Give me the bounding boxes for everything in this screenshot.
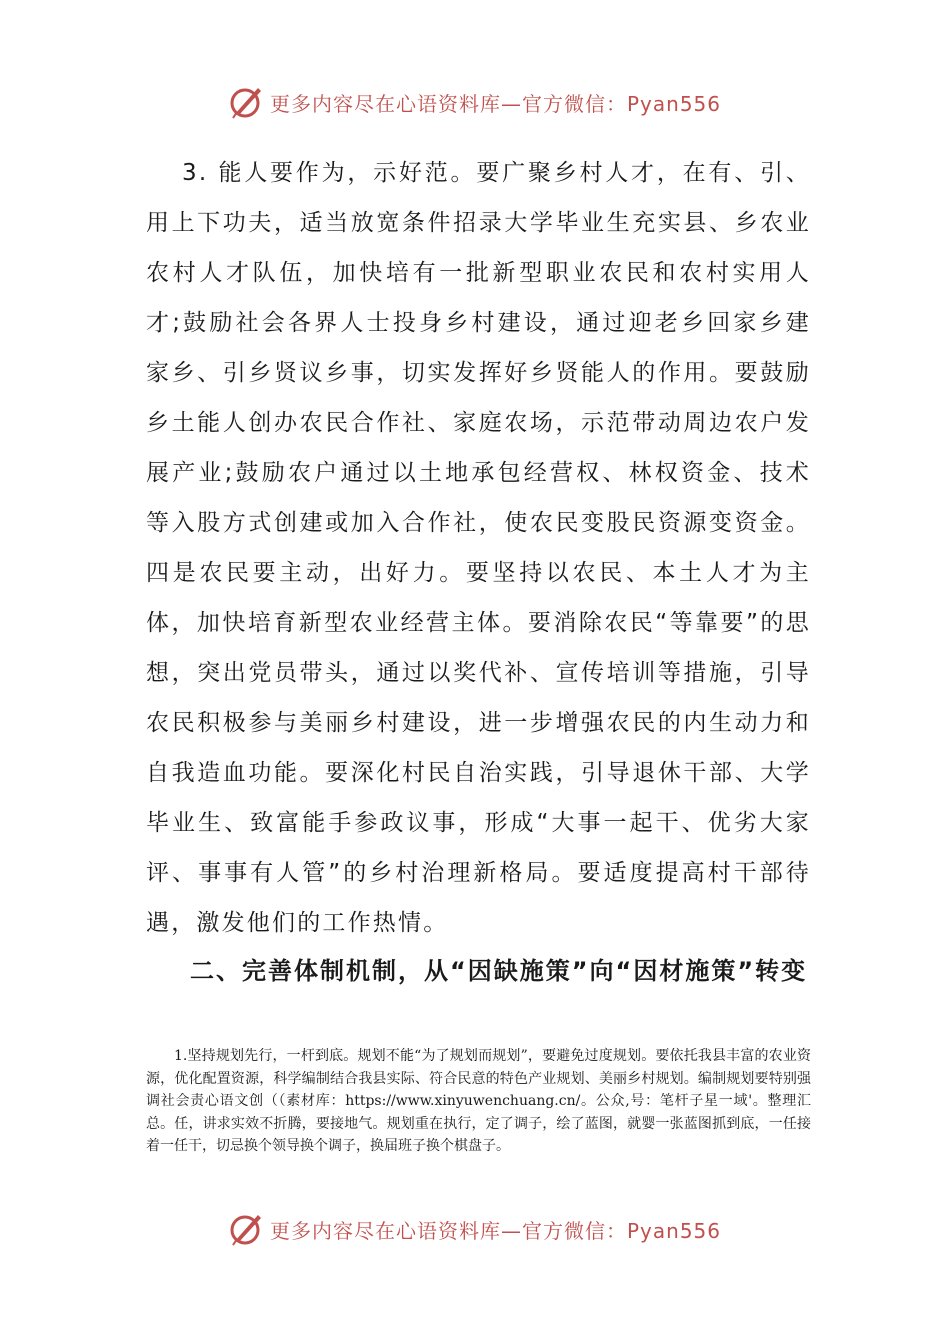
main-paragraph-block bbox=[146, 148, 811, 948]
header-watermark bbox=[228, 84, 721, 120]
footer-watermark bbox=[228, 1211, 721, 1247]
small-paragraph: 1.坚持规划先行，一杆到底。规划不能“为了规划而规划”，要避免过度规划。要依托我县丰富的农业资源，优化配置资源，科学编制结合我县实际、符合民意的特色产业规划、美丽乡村规划。编制规划要特别强调社会责心语文创（（素材库：https://www.xinyuwenchuang.cn/。公众,号：笔杆子星一域'。整理汇总。任，讲求实效不折腾，要接地气。规划重在执行，定了调子，绘了蓝图，就婴一张蓝图抓到底，一任接着一任干，切忌换个领导换个调子，换届班子换个棋盘子。 bbox=[146, 1048, 811, 1154]
quill-logo-icon bbox=[228, 1211, 264, 1247]
quill-logo-icon bbox=[228, 84, 264, 120]
section-heading: 二、完善体制机制，从“因缺施策”向“因材施策”转变 bbox=[190, 957, 808, 985]
watermark-text: 更多内容尽在心语资料库—官方微信：Pyan556 bbox=[270, 91, 722, 116]
main-paragraph: 3. 能人要作为，示好范。要广聚乡村人才，在有、引、用上下功夫，适当放宽条件招录大学毕业生充实县、乡农业农村人才队伍，加快培有一批新型职业农民和农村实用人才;鼓励社会各界人士投身乡村建设，通过迎老乡回家乡建家乡、引乡贤议乡事，切实发挥好乡贤能人的作用。要鼓励乡土能人创办农民合作社、家庭农场，示范带动周边农户发展产业;鼓励农户通过以土地承包经营权、林权资金、技术等入股方式创建或加入合作社，使农民变股民资源变资金。四是农民要主动，出好力。要坚持以农民、本土人才为主体，加快培育新型农业经营主体。要消除农民“等靠要”的思想，突出党员带头，通过以奖代补、宣传培训等措施，引导农民积极参与美丽乡村建设，进一步增强农民的内生动力和自我造血功能。要深化村民自治实践，引导退休干部、大学毕业生、致富能手参政议事，形成“大事一起干、优劣大家评、事事有人管”的乡村治理新格局。要适度提高村干部待遇，激发他们的工作热情。 bbox=[146, 160, 811, 936]
watermark-text: 更多内容尽在心语资料库—官方微信：Pyan556 bbox=[270, 1218, 722, 1243]
